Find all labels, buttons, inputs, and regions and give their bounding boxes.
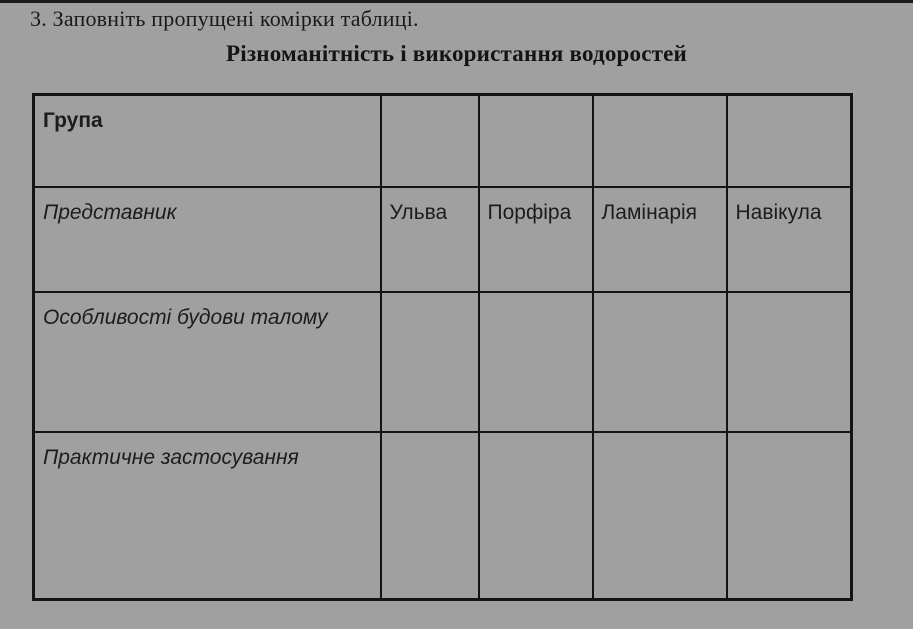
empty-cell-group-1 — [381, 95, 479, 187]
empty-cell-thallus-2 — [479, 292, 593, 432]
exercise-prompt: 3. Заповніть пропущені комірки таблиці. — [30, 6, 419, 31]
row-header-thallus-structure: Особливості будови талому — [34, 292, 381, 432]
table-row-thallus-structure — [34, 292, 852, 432]
empty-cell-practical-3 — [593, 432, 727, 600]
worksheet-title: Різноманітність і використання водоростей — [226, 41, 687, 66]
scan-top-edge-line — [0, 0, 913, 3]
empty-cell-thallus-1 — [381, 292, 479, 432]
cell-representative-laminaria: Ламінарія — [593, 187, 727, 292]
empty-cell-practical-4 — [727, 432, 852, 600]
row-header-group: Група — [34, 95, 381, 187]
table-row-representative — [34, 187, 852, 292]
empty-cell-practical-2 — [479, 432, 593, 600]
empty-cell-thallus-4 — [727, 292, 852, 432]
algae-table — [32, 93, 853, 601]
empty-cell-group-2 — [479, 95, 593, 187]
empty-cell-group-4 — [727, 95, 852, 187]
empty-cell-practical-1 — [381, 432, 479, 600]
empty-cell-thallus-3 — [593, 292, 727, 432]
table-row-practical-use — [34, 432, 852, 600]
empty-cell-group-3 — [593, 95, 727, 187]
table-row-group — [34, 95, 852, 187]
cell-representative-porphyra: Порфіра — [479, 187, 593, 292]
row-header-representative: Представник — [34, 187, 381, 292]
cell-representative-ulva: Ульва — [381, 187, 479, 292]
row-header-practical-use: Практичне застосування — [34, 432, 381, 600]
cell-representative-navicula: Навікула — [727, 187, 852, 292]
